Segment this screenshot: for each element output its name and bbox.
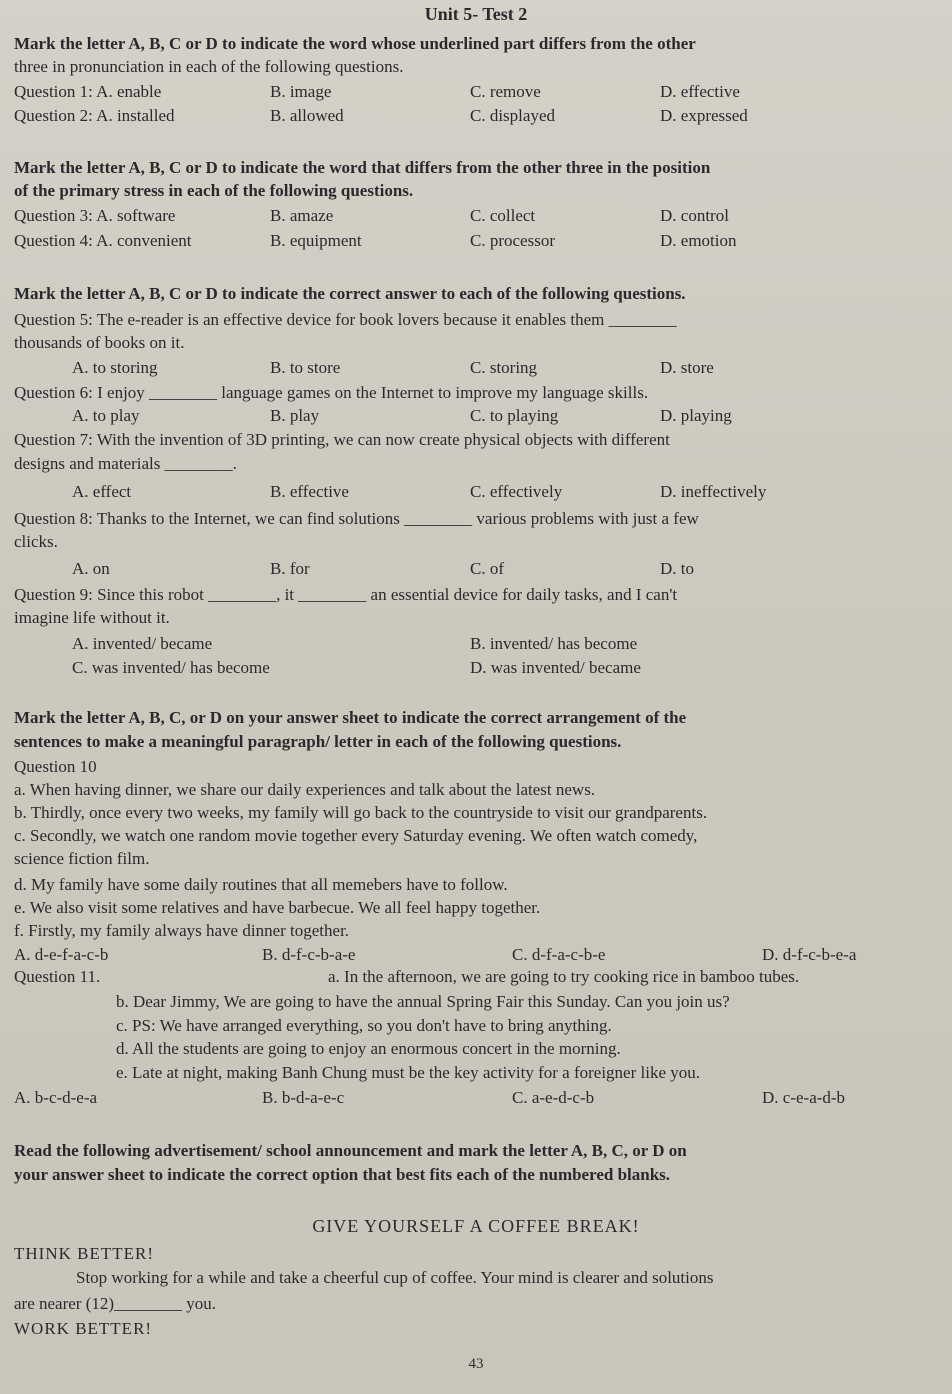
q9-stem-line2: imagine life without it. [14, 608, 170, 627]
q1-option-c: C. remove [470, 82, 541, 101]
q8-option-b: B. for [270, 559, 310, 578]
q7-stem-line1: Question 7: With the invention of 3D printing, we can now create physical objects with different [14, 430, 670, 449]
q8-stem-line2: clicks. [14, 532, 58, 551]
q11-sentence-b: b. Dear Jimmy, We are going to have the annual Spring Fair this Sunday. Can you join us? [116, 992, 730, 1011]
q3-option-a: Question 3: A. software [14, 206, 176, 225]
q7-option-d: D. ineffectively [660, 482, 767, 501]
q10-label: Question 10 [14, 757, 97, 776]
q5-option-c: C. storing [470, 358, 538, 377]
q5-stem-line1: Question 5: The e-reader is an effective device for book lovers because it enables them ________ [14, 310, 677, 329]
instruction-pronunciation-2: three in pronunciation in each of the following questions. [14, 57, 404, 76]
q6-option-a: A. to play [72, 406, 140, 425]
q9-stem-line1: Question 9: Since this robot ________, it ________ an essential device for daily tasks, and I can't [14, 585, 678, 604]
q10-sentence-a: a. When having dinner, we share our daily experiences and talk about the latest news. [14, 780, 596, 799]
instruction-stress-2: of the primary stress in each of the following questions. [14, 181, 414, 200]
instruction-stress-1: Mark the letter A, B, C or D to indicate the word that differs from the other three in the position [14, 158, 711, 177]
q10-sentence-c-line2: science fiction film. [14, 849, 150, 868]
advert-body-line2: are nearer (12)________ you. [14, 1294, 217, 1313]
q8-option-c: C. of [470, 559, 504, 578]
q10-option-a: A. d-e-f-a-c-b [14, 945, 109, 964]
q4-option-a: Question 4: A. convenient [14, 231, 192, 250]
q1-option-a: Question 1: A. enable [14, 82, 162, 101]
q11-option-d: D. c-e-a-d-b [762, 1088, 846, 1107]
q9-option-c: C. was invented/ has become [72, 658, 270, 677]
q9-option-d: D. was invented/ became [470, 658, 641, 677]
q7-option-b: B. effective [270, 482, 349, 501]
q8-option-d: D. to [660, 559, 694, 578]
q5-stem-line2: thousands of books on it. [14, 333, 185, 352]
q4-option-b: B. equipment [270, 231, 362, 250]
q6-option-c: C. to playing [470, 406, 559, 425]
q11-sentence-a: a. In the afternoon, we are going to try cooking rice in bamboo tubes. [328, 967, 800, 986]
q2-option-d: D. expressed [660, 106, 748, 125]
q2-option-b: B. allowed [270, 106, 344, 125]
q10-sentence-d: d. My family have some daily routines that all memebers have to follow. [14, 875, 508, 894]
instruction-arrangement-2: sentences to make a meaningful paragraph/ letter in each of the following questions. [14, 732, 622, 751]
q1-option-d: D. effective [660, 82, 740, 101]
instruction-pronunciation-1: Mark the letter A, B, C or D to indicate the word whose underlined part differs from the other [14, 34, 696, 53]
q10-sentence-b: b. Thirdly, once every two weeks, my family will go back to the countryside to visit our grandparents. [14, 803, 708, 822]
q6-option-d: D. playing [660, 406, 732, 425]
q7-stem-line2: designs and materials ________. [14, 454, 237, 473]
instruction-reading-1: Read the following advertisement/ school announcement and mark the letter A, B, C, or D on [14, 1141, 687, 1160]
advert-work-better: WORK BETTER! [14, 1319, 153, 1338]
q11-sentence-c: c. PS: We have arranged everything, so you don't have to bring anything. [116, 1016, 612, 1035]
q3-option-d: D. control [660, 206, 729, 225]
q10-option-d: D. d-f-c-b-e-a [762, 945, 857, 964]
q3-option-b: B. amaze [270, 206, 334, 225]
advert-body-line1: Stop working for a while and take a cheerful cup of coffee. Your mind is clearer and solutions [76, 1268, 714, 1287]
q10-sentence-e: e. We also visit some relatives and have barbecue. We all feel happy together. [14, 898, 541, 917]
q6-stem-line1: Question 6: I enjoy ________ language games on the Internet to improve my language skills. [14, 383, 649, 402]
instruction-correct-answer: Mark the letter A, B, C or D to indicate the correct answer to each of the following questions. [14, 284, 686, 303]
q11-label: Question 11. [14, 967, 101, 986]
q1-option-b: B. image [270, 82, 332, 101]
advert-think-better: THINK BETTER! [14, 1244, 155, 1263]
q2-option-c: C. displayed [470, 106, 555, 125]
instruction-arrangement-1: Mark the letter A, B, C, or D on your answer sheet to indicate the correct arrangement of the [14, 708, 687, 727]
q8-option-a: A. on [72, 559, 110, 578]
page-title: Unit 5- Test 2 [424, 4, 528, 24]
q11-option-b: B. b-d-a-e-c [262, 1088, 345, 1107]
q9-option-b: B. invented/ has become [470, 634, 638, 653]
q7-option-a: A. effect [72, 482, 132, 501]
q10-sentence-f: f. Firstly, my family always have dinner together. [14, 921, 350, 940]
q3-option-c: C. collect [470, 206, 536, 225]
instruction-reading-2: your answer sheet to indicate the correct option that best fits each of the numbered blanks. [14, 1165, 671, 1184]
advert-title: GIVE YOURSELF A COFFEE BREAK! [312, 1216, 640, 1236]
page-number: 43 [468, 1356, 484, 1372]
q4-option-c: C. processor [470, 231, 555, 250]
q11-option-c: C. a-e-d-c-b [512, 1088, 595, 1107]
q5-option-a: A. to storing [72, 358, 158, 377]
q10-option-c: C. d-f-a-c-b-e [512, 945, 606, 964]
q6-option-b: B. play [270, 406, 320, 425]
q7-option-c: C. effectively [470, 482, 563, 501]
q5-option-b: B. to store [270, 358, 341, 377]
q8-stem-line1: Question 8: Thanks to the Internet, we can find solutions ________ various problems with just a few [14, 509, 699, 528]
q10-sentence-c-line1: c. Secondly, we watch one random movie together every Saturday evening. We often watch comedy, [14, 826, 698, 845]
q4-option-d: D. emotion [660, 231, 737, 250]
q11-sentence-d: d. All the students are going to enjoy an enormous concert in the morning. [116, 1039, 621, 1058]
q11-option-a: A. b-c-d-e-a [14, 1088, 98, 1107]
q10-option-b: B. d-f-c-b-a-e [262, 945, 356, 964]
q5-option-d: D. store [660, 358, 714, 377]
q9-option-a: A. invented/ became [72, 634, 213, 653]
q2-option-a: Question 2: A. installed [14, 106, 175, 125]
q11-sentence-e: e. Late at night, making Banh Chung must be the key activity for a foreigner like you. [116, 1063, 700, 1082]
